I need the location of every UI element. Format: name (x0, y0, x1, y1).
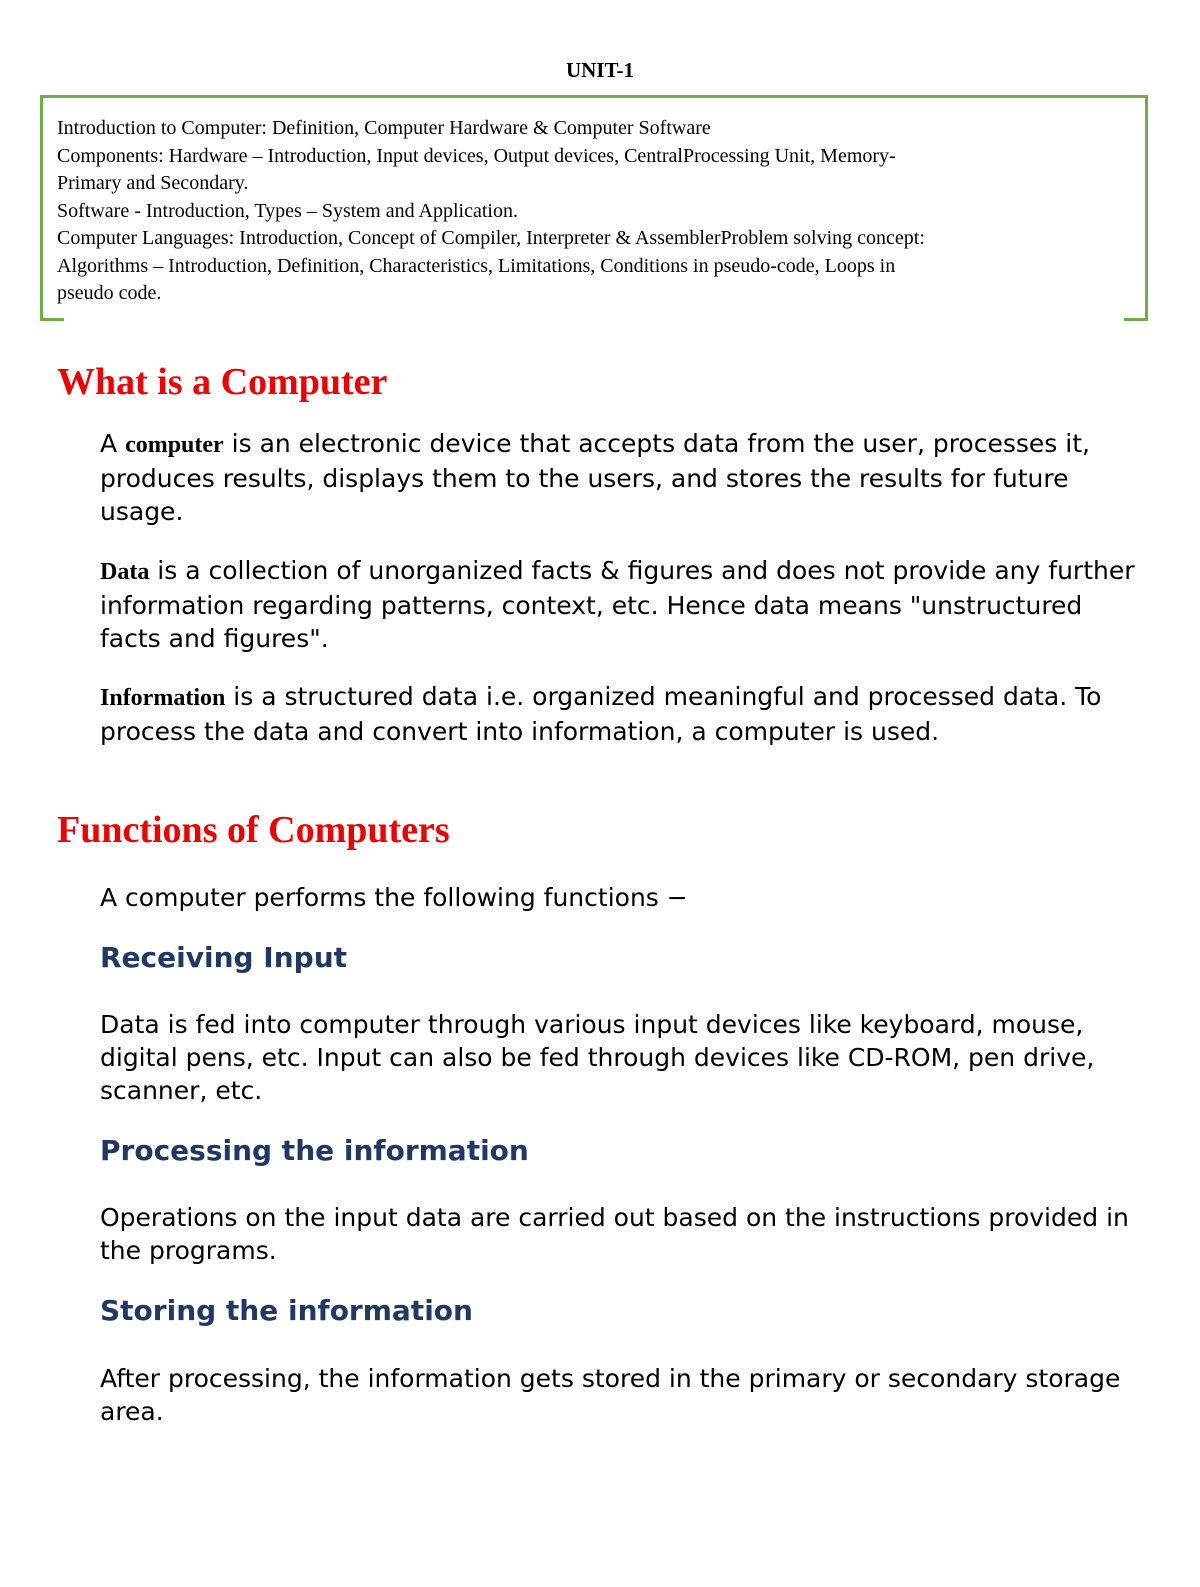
paragraph-text: is a collection of unorganized facts & figures and does not provide any further information regarding patterns, context, etc. Hence data means "unstructured facts and figures". (100, 556, 1135, 653)
paragraph-processing-information: Operations on the input data are carried out based on the instructions provided in the programs. (100, 1203, 1129, 1265)
term-data: Data (100, 559, 150, 585)
paragraph-text: is an electronic device that accepts data from the user, processes it, produces results, displays them to the users, and stores the results for future usage. (100, 429, 1090, 526)
unit-title: UNIT-1 (565, 58, 635, 82)
subheading-processing-information: Processing the information (100, 1134, 529, 1167)
paragraph-storing-information: After processing, the information gets stored in the primary or secondary storage area. (100, 1364, 1121, 1426)
syllabus-line: Software - Introduction, Types – System and Application. (57, 199, 518, 222)
subheading-receiving-input: Receiving Input (100, 941, 348, 974)
subheading-storing-information: Storing the information (100, 1294, 473, 1327)
syllabus-line: Computer Languages: Introduction, Concept of Compiler, Interpreter & AssemblerProblem solving concept: (57, 227, 925, 249)
heading-what-is-a-computer: What is a Computer (57, 361, 388, 403)
paragraph-prefix: A (100, 429, 126, 458)
syllabus-text (57, 115, 1132, 308)
syllabus-line: pseudo code. (57, 282, 162, 304)
paragraph-data-definition (100, 554, 1140, 655)
paragraph-computer-definition (100, 427, 1140, 528)
syllabus-line: Introduction to Computer: Definition, Computer Hardware & Computer Software (57, 117, 711, 139)
term-computer: computer (125, 432, 224, 458)
syllabus-box (40, 95, 1148, 318)
paragraph-receiving-input: Data is fed into computer through various input devices like keyboard, mouse, digital pens, etc. Input can also be fed through devices like CD-ROM, pen drive, scanner, etc. (100, 1010, 1095, 1105)
paragraph-text: is a structured data i.e. organized meaningful and processed data. To process the data and convert into information, a computer is used. (100, 682, 1102, 746)
term-information: Information (100, 685, 226, 711)
syllabus-line: Components: Hardware – Introduction, Input devices, Output devices, CentralProcessing Unit, Memory- (57, 144, 896, 167)
paragraph-functions-intro: A computer performs the following functions − (100, 883, 688, 912)
paragraph-information-definition (100, 680, 1140, 748)
syllabus-line: Algorithms – Introduction, Definition, Characteristics, Limitations, Conditions in pseudo-code, Loops in (57, 254, 896, 277)
heading-functions-of-computers: Functions of Computers (57, 809, 450, 851)
syllabus-line: Primary and Secondary. (57, 172, 249, 194)
